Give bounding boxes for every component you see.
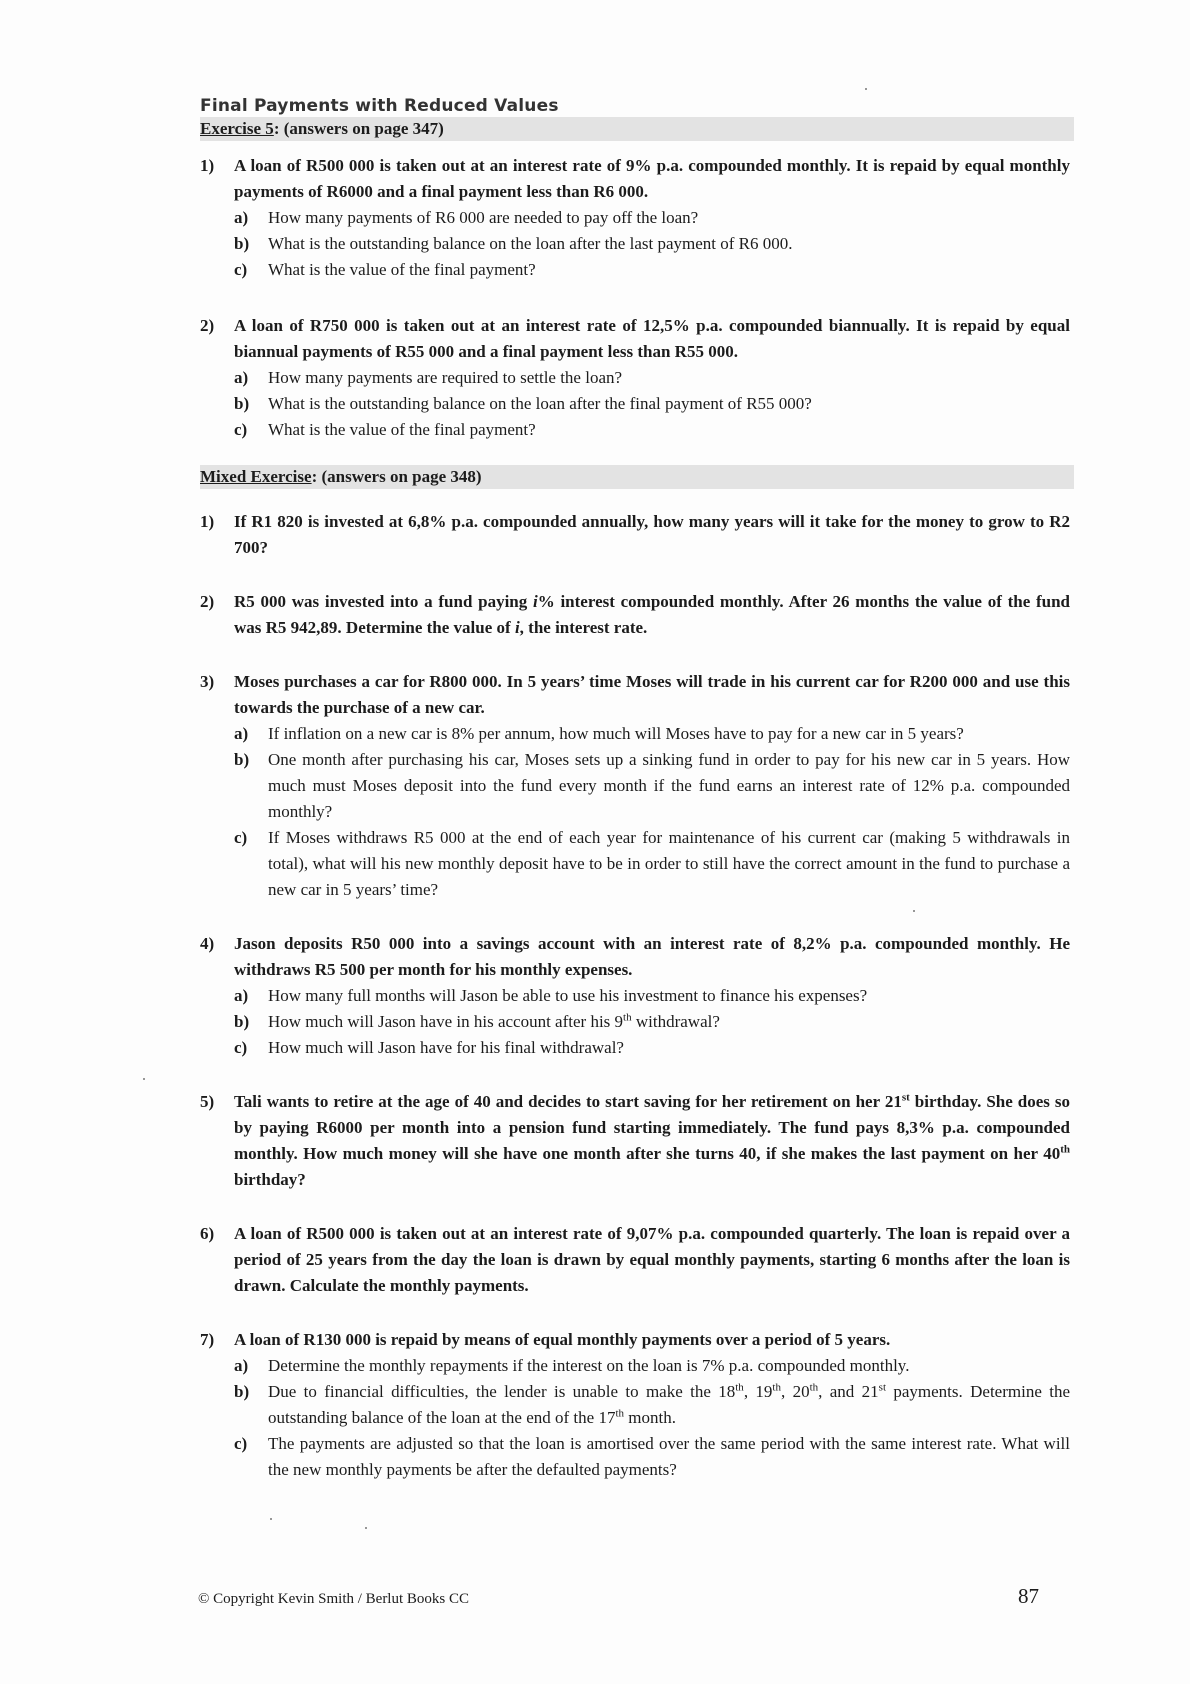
sub-question-label: b) [234, 750, 250, 769]
text-run: , 20 [780, 1382, 810, 1401]
page-content [200, 95, 1070, 1483]
text-run: How much will Jason have in his account after his 9 [268, 1012, 624, 1031]
exercise-5-header [200, 117, 1074, 141]
mixed-question-5 [200, 1089, 1070, 1193]
sub-question-text: What is the value of the final payment? [268, 420, 536, 439]
ordinal-suffix: th [809, 1381, 819, 1394]
question-text: Jason deposits R50 000 into a savings account with an interest rate of 8,2% p.a. compounded monthly. He withdraws R5 500 per month for his monthly expenses. [234, 934, 1070, 979]
question-text: A loan of R750 000 is taken out at an interest rate of 12,5% p.a. compounded biannually. It is repaid by equal biannual payments of R55 000 and a final payment less than R55 000. [234, 316, 1070, 361]
text-run: birthday. She does so by paying R6000 per month into a pension fund starting immediately. The fund pays 8,3% p.a. compounded monthly. How much money will she have one month after she turns 40, if she makes the last payment on her 40 [234, 1092, 1070, 1163]
question-number: 1) [200, 156, 215, 175]
sub-question [234, 1379, 1070, 1431]
sub-question [234, 1431, 1070, 1483]
ordinal-suffix: th [735, 1381, 744, 1394]
sub-question-label: b) [234, 1012, 250, 1031]
mixed-question-1 [200, 509, 1070, 561]
question-text: A loan of R130 000 is repaid by means of equal monthly payments over a period of 5 years. [234, 1330, 891, 1349]
scan-speck [270, 1518, 272, 1520]
sub-question [234, 825, 1070, 903]
question-number: 2) [200, 592, 215, 611]
sub-question [234, 1353, 1070, 1379]
sub-question-label: a) [234, 368, 249, 387]
sub-question-label: c) [234, 1434, 248, 1453]
question-number: 7) [200, 1330, 215, 1349]
question-text: If R1 820 is invested at 6,8% p.a. compounded annually, how many years will it take for the money to grow to R2 700? [234, 512, 1070, 557]
variable-i: i [514, 618, 520, 637]
sub-question-label: c) [234, 260, 248, 279]
sub-question-label: b) [234, 394, 250, 413]
question-text: Moses purchases a car for R800 000. In 5 years’ time Moses will trade in his current car for R200 000 and use this towards the purchase of a new car. [234, 672, 1070, 717]
sub-question-text: What is the outstanding balance on the loan after the last payment of R6 000. [268, 234, 793, 253]
sub-question-label: a) [234, 1356, 249, 1375]
text-run: , the interest rate. [519, 618, 648, 637]
question-number: 3) [200, 672, 215, 691]
ordinal-suffix: th [623, 1011, 632, 1024]
mixed-exercise-ref: : (answers on page 348) [311, 467, 482, 486]
mixed-question-3 [200, 669, 1070, 903]
sub-question-text: What is the value of the final payment? [268, 260, 536, 279]
sub-question [234, 205, 1070, 231]
mixed-exercise-header [200, 465, 1074, 489]
sub-question [234, 1035, 1070, 1061]
text-run: Tali wants to retire at the age of 40 and decides to start saving for her retirement on her 21 [234, 1092, 902, 1111]
text-run: % interest compounded monthly. After 26 months the value of the fund was R5 942,89. Determine the value of [234, 592, 1070, 637]
sub-question-label: a) [234, 724, 249, 743]
question-text [234, 1089, 1070, 1193]
sub-question-text: How many full months will Jason be able to use his investment to finance his expenses? [268, 986, 868, 1005]
sub-question [234, 365, 1070, 391]
ordinal-suffix: th [1060, 1143, 1070, 1156]
question-text: A loan of R500 000 is taken out at an interest rate of 9% p.a. compounded monthly. It is repaid by equal monthly payments of R6000 and a final payment less than R6 000. [234, 156, 1070, 201]
text-run: , 19 [743, 1382, 773, 1401]
sub-question-text: Determine the monthly repayments if the interest on the loan is 7% p.a. compounded monthly. [268, 1356, 910, 1375]
scan-speck [143, 1078, 145, 1080]
text-run: month. [624, 1408, 676, 1427]
sub-question [234, 983, 1070, 1009]
sub-question [234, 747, 1070, 825]
text-run: birthday? [234, 1170, 306, 1189]
mixed-exercise-label: Mixed Exercise [200, 467, 312, 486]
exercise-5-question-1 [200, 153, 1070, 283]
sub-question-text: How many payments are required to settle the loan? [268, 368, 623, 387]
sub-question [234, 1009, 1070, 1035]
sub-question-label: b) [234, 234, 250, 253]
sub-question-text [268, 1379, 1070, 1431]
sub-question-label: c) [234, 828, 248, 847]
mixed-question-2 [200, 589, 1070, 641]
sub-question-text: What is the outstanding balance on the loan after the final payment of R55 000? [268, 394, 812, 413]
sub-question-text [268, 1009, 1070, 1035]
sub-question [234, 391, 1070, 417]
text-run: withdrawal? [631, 1012, 720, 1031]
question-number: 5) [200, 1092, 215, 1111]
sub-question-text: One month after purchasing his car, Moses sets up a sinking fund in order to pay for his new car in 5 years. How much must Moses deposit into the fund every month if the fund earns an interest rate of 12% p.a. compounded monthly? [268, 750, 1070, 821]
footer-copyright: © Copyright Kevin Smith / Berlut Books CC [198, 1591, 469, 1607]
sub-question-label: a) [234, 986, 249, 1005]
sub-question [234, 417, 1070, 443]
sub-question [234, 257, 1070, 283]
section-title: Final Payments with Reduced Values [200, 96, 559, 116]
mixed-question-4 [200, 931, 1070, 1061]
exercise-5-label: Exercise 5 [200, 119, 274, 138]
mixed-question-6 [200, 1221, 1070, 1299]
sub-question-label: b) [234, 1382, 250, 1401]
sub-question-text: If inflation on a new car is 8% per annum, how much will Moses have to pay for a new car in 5 years? [268, 724, 964, 743]
scan-speck [865, 88, 867, 90]
scan-speck [913, 910, 915, 912]
sub-question [234, 231, 1070, 257]
text-run: Due to financial difficulties, the lender is unable to make the 18 [268, 1382, 736, 1401]
text-run: , and 21 [818, 1382, 879, 1401]
question-text: A loan of R500 000 is taken out at an interest rate of 9,07% p.a. compounded quarterly. The loan is repaid over a period of 25 years from the day the loan is drawn by equal monthly payments, starting 6 months after the loan is drawn. Calculate the monthly payments. [234, 1224, 1070, 1295]
sub-question-label: a) [234, 208, 249, 227]
question-number: 1) [200, 512, 215, 531]
exercise-5-question-2 [200, 313, 1070, 443]
sub-question-label: c) [234, 1038, 248, 1057]
variable-i: i [533, 592, 538, 611]
exercise-5-ref: : (answers on page 347) [273, 119, 444, 138]
ordinal-suffix: th [772, 1381, 781, 1394]
question-text [234, 589, 1070, 641]
ordinal-suffix: st [878, 1381, 887, 1394]
question-number: 6) [200, 1224, 215, 1243]
sub-question-text: If Moses withdraws R5 000 at the end of each year for maintenance of his current car (making 5 withdrawals in total), what will his new monthly deposit have to be in order to still have the correct amount in the fund to purchase a new car in 5 years’ time? [268, 828, 1070, 899]
sub-question-text: How much will Jason have for his final withdrawal? [268, 1038, 624, 1057]
mixed-question-7 [200, 1327, 1070, 1483]
scan-speck [365, 1527, 367, 1529]
ordinal-suffix: th [615, 1407, 625, 1420]
text-run: payments. Determine the outstanding balance of the loan at the end of the 17 [268, 1382, 1071, 1427]
sub-question [234, 721, 1070, 747]
ordinal-suffix: st [901, 1091, 910, 1104]
sub-question-text: The payments are adjusted so that the loan is amortised over the same period with the same interest rate. What will the new monthly payments be after the defaulted payments? [268, 1434, 1070, 1479]
page-number: 87 [1018, 1584, 1039, 1608]
question-number: 4) [200, 934, 215, 953]
text-run: R5 000 was invested into a fund paying [234, 592, 533, 611]
question-number: 2) [200, 316, 215, 335]
sub-question-text: How many payments of R6 000 are needed to pay off the loan? [268, 208, 699, 227]
sub-question-label: c) [234, 420, 248, 439]
